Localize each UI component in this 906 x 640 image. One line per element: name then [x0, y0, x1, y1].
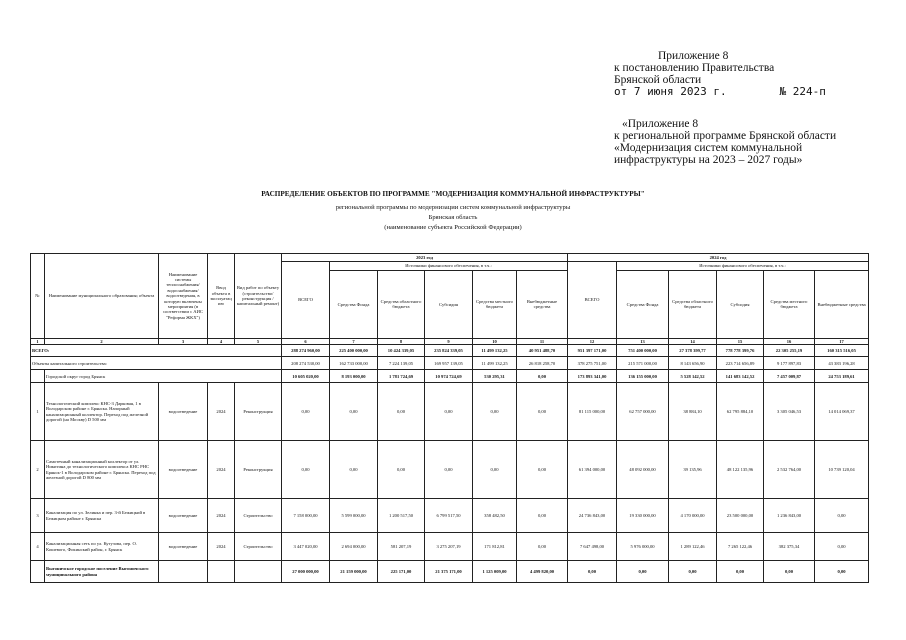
group-value: 0,00: [815, 561, 869, 583]
col-header-local-2023: Средства местного бюджета: [473, 270, 517, 338]
object-value: 2 532 764,00: [764, 441, 815, 499]
program-appendix-line-4: инфраструктуры на 2023 – 2027 годы»: [614, 154, 803, 166]
col-header-year-2023: 2023 год: [282, 254, 568, 262]
object-value: 6 799 517,50: [425, 499, 473, 533]
capital-objects-row-value: 215 571 000,00: [617, 357, 669, 370]
object-system: водоотведение: [159, 441, 208, 499]
col-header-extra-2024: Внебюджетные средства: [815, 270, 869, 338]
object-no: 3: [31, 499, 45, 533]
group-value: 0,00: [568, 561, 617, 583]
capital-objects-row-value: 43 383 196,28: [815, 357, 869, 370]
total-row-value: 288 274 960,00: [282, 345, 330, 357]
column-number: 7: [330, 338, 378, 344]
object-value: 39 135,96: [669, 441, 717, 499]
object-row: [31, 383, 869, 441]
object-value: 62 795 884,10: [717, 383, 764, 441]
capital-objects-row-value: 11 499 132,25: [473, 357, 517, 370]
group-value: 0,00: [669, 561, 717, 583]
object-value: 4 170 000,00: [669, 499, 717, 533]
group-value: 5 528 142,52: [669, 370, 717, 383]
col-header-no: №: [31, 254, 45, 339]
capital-objects-row-label: Объекты капитального строительства:: [31, 357, 282, 370]
object-value: 0,00: [815, 499, 869, 533]
object-system: водоотведение: [159, 383, 208, 441]
group-label: Городской округ город Брянск: [45, 370, 282, 383]
object-no: 1: [31, 383, 45, 441]
col-header-fund-2024: Средства Фонда: [617, 270, 669, 338]
total-row-value: 11 499 132,25: [473, 345, 517, 357]
col-header-subsidy-2024: Субсидия: [717, 270, 764, 338]
object-value: 7 647 498,00: [568, 533, 617, 561]
total-row-value: 778 778 399,76: [717, 345, 764, 357]
object-value: 19 330 000,00: [617, 499, 669, 533]
column-number: 10: [473, 338, 517, 344]
object-name: Самотечный канализационный коллектор от ул. Никитина до технологического комплекса КНС РНС Брянск-1 в Володарском районе г. Брянска. Переход под железной дорогой D 800 мм: [45, 441, 159, 499]
object-value: 2 694 000,00: [330, 533, 378, 561]
object-commission-year: 2024: [208, 499, 235, 533]
object-value: 1 289 122,46: [669, 533, 717, 561]
total-row-value: 40 951 488,70: [517, 345, 568, 357]
header-row-1: [31, 254, 869, 262]
object-value: 1 200 517,50: [378, 499, 425, 533]
capital-objects-row-value: 378 275 751,00: [568, 357, 617, 370]
object-value: 62 757 000,00: [617, 383, 669, 441]
column-number: 3: [159, 338, 208, 344]
group-no: [31, 370, 45, 383]
object-name: Канализация по ул. Зелинка и пер. 3-й Бежицкий в Бежицком районе г. Брянска: [45, 499, 159, 533]
col-header-year-2024: 2024 год: [568, 254, 869, 262]
object-value: 81 115 000,00: [568, 383, 617, 441]
object-value: 1 236 843,00: [764, 499, 815, 533]
appendix-line-2: к постановлению Правительства: [614, 62, 775, 74]
object-value: 38 884,10: [669, 383, 717, 441]
object-name: Технологический комплекс КНС-3 Дарковая, 1 в Володарском районе г. Брянска. Напорный канализационный коллектор. Переход под железной дорогой (на Москву) D 500 мм: [45, 383, 159, 441]
program-appendix-line-3: «Модернизация систем коммунальной: [614, 142, 803, 154]
column-number: 1: [31, 338, 45, 344]
capital-objects-row-value: 162 733 000,00: [330, 357, 378, 370]
object-value: 3 275 207,19: [425, 533, 473, 561]
column-number: 5: [235, 338, 282, 344]
object-value: 0,00: [517, 441, 568, 499]
group-work-type: [235, 561, 282, 583]
object-row: [31, 533, 869, 561]
object-value: 0,00: [425, 441, 473, 499]
region-name: Брянская область: [428, 214, 478, 221]
program-appendix-line-2: к региональной программе Брянской области: [614, 130, 837, 142]
col-header-sources-2024: Источники финансового обеспечения, в т.ч.:: [617, 262, 869, 270]
object-value: 24 736 843,00: [568, 499, 617, 533]
col-header-subsidy-2023: Субсидия: [425, 270, 473, 338]
total-row-value: 235 824 339,05: [425, 345, 473, 357]
object-value: 0,00: [473, 383, 517, 441]
object-value: 0,00: [425, 383, 473, 441]
column-number: 17: [815, 338, 869, 344]
object-value: 0,00: [517, 383, 568, 441]
group-value: 1 125 009,00: [473, 561, 517, 583]
object-work-type: Реконструкция: [235, 383, 282, 441]
capital-objects-row-value: 208 274 530,00: [282, 357, 330, 370]
region-caption: (наименование субъекта Российской Федерации): [384, 224, 522, 231]
capital-objects-row-value: 8 143 656,90: [669, 357, 717, 370]
object-no: 2: [31, 441, 45, 499]
capital-objects-row-value: 7 224 139,05: [378, 357, 425, 370]
object-work-type: Реконструкция: [235, 441, 282, 499]
decree-date-number: от 7 июня 2023 г. № 224-п: [614, 85, 826, 98]
object-value: 5 976 000,00: [617, 533, 669, 561]
object-value: 5 599 000,00: [330, 499, 378, 533]
capital-objects-row-value: 9 177 897,83: [764, 357, 815, 370]
column-number: 4: [208, 338, 235, 344]
group-value: 0,00: [717, 561, 764, 583]
group-row-bryansk: [31, 370, 869, 383]
object-value: 0,00: [378, 383, 425, 441]
col-header-system: Наименование системы теплоснабжения/водоснабжения/водоотведения, в которую включены мероприятия (в соответствии с АИС "Реформа ЖКХ"): [159, 254, 208, 339]
object-value: 7 265 122,46: [717, 533, 764, 561]
document-subtitle: региональной программы по модернизации систем коммунальной инфраструктуры: [335, 204, 571, 211]
total-row-value: 160 315 516,05: [815, 345, 869, 357]
total-row-value: 951 397 171,00: [568, 345, 617, 357]
object-value: 7 158 000,00: [282, 499, 330, 533]
col-header-work-type: Вид работ по объекту (строительство/ реконструкция / капитальный ремонт): [235, 254, 282, 339]
col-header-total-2023: ВСЕГО: [282, 262, 330, 338]
object-value: 0,00: [330, 441, 378, 499]
col-header-sources-2023: Источники финансового обеспечения, в т.ч.:: [330, 262, 568, 270]
object-value: 0,00: [473, 441, 517, 499]
group-row-vygonichi: [31, 561, 869, 583]
object-value: 0,00: [282, 441, 330, 499]
col-header-extra-2023: Внебюджетные средства: [517, 270, 568, 338]
group-value: 136 155 000,00: [617, 370, 669, 383]
capital-objects-row-value: 223 714 656,89: [717, 357, 764, 370]
group-value: 173 893 341,00: [568, 370, 617, 383]
column-number: 8: [378, 338, 425, 344]
object-no: 4: [31, 533, 45, 561]
object-value: 3 447 020,00: [282, 533, 330, 561]
object-value: 0,00: [282, 383, 330, 441]
column-number: 6: [282, 338, 330, 344]
document-title: РАСПРЕДЕЛЕНИЕ ОБЪЕКТОВ ПО ПРОГРАММЕ "МОДЕРНИЗАЦИЯ КОММУНАЛЬНОЙ ИНФРАСТРУКТУРЫ": [261, 190, 645, 198]
column-number: 15: [717, 338, 764, 344]
capital-objects-row-value: 169 957 139,05: [425, 357, 473, 370]
object-value: 171 812,81: [473, 533, 517, 561]
object-commission-year: 2024: [208, 383, 235, 441]
total-row-label: ВСЕГО:: [31, 345, 282, 357]
object-value: 382 375,34: [764, 533, 815, 561]
total-row-value: 225 400 000,00: [330, 345, 378, 357]
column-number: 16: [764, 338, 815, 344]
group-value: 24 753 189,61: [815, 370, 869, 383]
object-value: 10 739 120,04: [815, 441, 869, 499]
group-value: 0,00: [517, 370, 568, 383]
object-commission-year: 2024: [208, 533, 235, 561]
object-row: [31, 441, 869, 499]
column-number: 13: [617, 338, 669, 344]
col-header-regional-2023: Средства областного бюджета: [378, 270, 425, 338]
object-name: Канализационная сеть по ул. Кутузова, пер. О. Кошевого, Фокинский район, г. Брянск: [45, 533, 159, 561]
appendix-8-decree-header: [614, 50, 826, 98]
col-header-name: Наименование муниципального образования; объекта: [45, 254, 159, 339]
object-value: 581 207,19: [378, 533, 425, 561]
total-row-value: 751 400 000,00: [617, 345, 669, 357]
object-value: 48 122 135,96: [717, 441, 764, 499]
group-value: 0,00: [764, 561, 815, 583]
group-value: 4 499 820,00: [517, 561, 568, 583]
group-value: 10 974 724,69: [425, 370, 473, 383]
object-work-type: Строительство: [235, 533, 282, 561]
capital-objects-row: [31, 357, 869, 370]
group-value: 8 193 000,00: [330, 370, 378, 383]
group-value: 530 295,31: [473, 370, 517, 383]
object-value: 23 500 000,00: [717, 499, 764, 533]
col-header-local-2024: Средства местного бюджета: [764, 270, 815, 338]
group-value: 21 159 000,00: [330, 561, 378, 583]
group-value: 225 171,00: [378, 561, 425, 583]
objects-distribution-table: [30, 253, 869, 583]
object-row: [31, 499, 869, 533]
group-no: [31, 561, 45, 583]
col-header-commission: Ввод объекта в эксплуатацию: [208, 254, 235, 339]
object-work-type: Строительство: [235, 499, 282, 533]
group-value: 1 781 724,69: [378, 370, 425, 383]
object-value: 0,00: [330, 383, 378, 441]
column-number: 2: [45, 338, 159, 344]
group-value: 141 683 142,52: [717, 370, 764, 383]
group-commission: [208, 561, 235, 583]
total-row: [31, 345, 869, 357]
group-value: 7 457 009,87: [764, 370, 815, 383]
object-value: 61 394 000,00: [568, 441, 617, 499]
object-value: 3 305 046,53: [764, 383, 815, 441]
program-appendix-title: «Приложение 8: [622, 118, 699, 130]
object-system: водоотведение: [159, 533, 208, 561]
column-number: 9: [425, 338, 473, 344]
column-number: 12: [568, 338, 617, 344]
appendix-title: Приложение 8: [658, 50, 729, 62]
col-header-regional-2024: Средства областного бюджета: [669, 270, 717, 338]
col-header-total-2024: ВСЕГО: [568, 262, 617, 338]
group-system: [159, 561, 208, 583]
total-row-value: 10 424 339,05: [378, 345, 425, 357]
object-value: 48 092 000,00: [617, 441, 669, 499]
column-number: 11: [517, 338, 568, 344]
object-value: 14 014 069,37: [815, 383, 869, 441]
appendix-8-program-header: [614, 118, 836, 166]
group-value: 10 605 020,00: [282, 370, 330, 383]
column-number: 14: [669, 338, 717, 344]
object-value: 0,00: [517, 533, 568, 561]
group-value: 27 000 000,00: [282, 561, 330, 583]
object-commission-year: 2024: [208, 441, 235, 499]
group-value: 0,00: [617, 561, 669, 583]
total-row-value: 22 305 255,19: [764, 345, 815, 357]
appendix-line-3: Брянской области: [614, 74, 702, 86]
total-row-value: 27 378 399,77: [669, 345, 717, 357]
capital-objects-row-value: 26 818 258,70: [517, 357, 568, 370]
col-header-fund-2023: Средства Фонда: [330, 270, 378, 338]
object-value: 0,00: [378, 441, 425, 499]
object-system: водоотведение: [159, 499, 208, 533]
object-value: 0,00: [815, 533, 869, 561]
group-value: 21 375 171,00: [425, 561, 473, 583]
object-value: 358 482,50: [473, 499, 517, 533]
group-label: Выгоничское городское поселение Выгоничского муниципального района: [45, 561, 159, 583]
object-value: 0,00: [517, 499, 568, 533]
